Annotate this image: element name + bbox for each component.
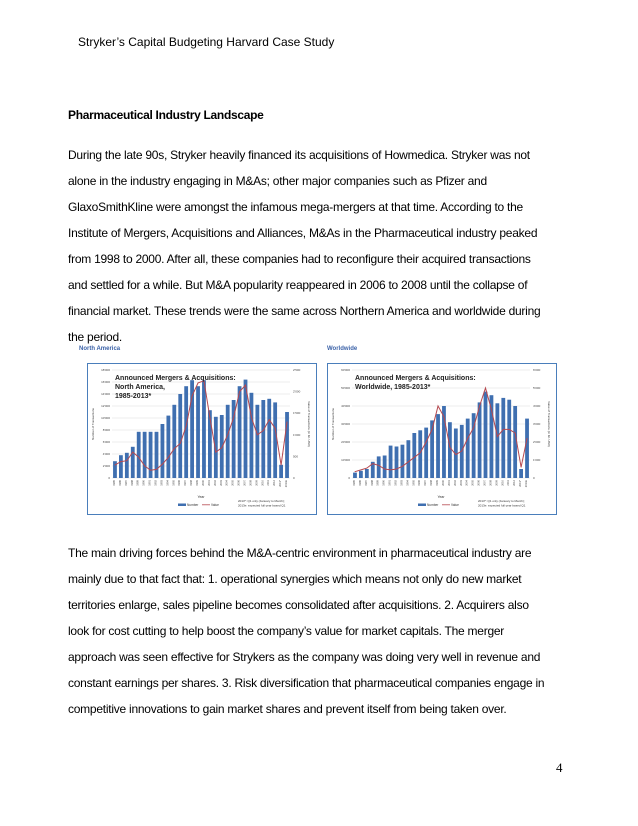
value-point — [515, 433, 516, 434]
value-point — [198, 383, 199, 384]
value-point — [402, 466, 403, 467]
x-tick-label: 2002 — [213, 480, 217, 486]
y-tick-label: 2'000 — [102, 464, 110, 468]
y-tick-label: 20'000 — [341, 440, 350, 444]
text-line: The main driving forces behind the M&A-centric environment in pharmaceutical industry are — [68, 546, 532, 560]
x-tick-label: 1985 — [112, 480, 116, 486]
y-tick-label: 40'000 — [341, 404, 350, 408]
value-point — [144, 466, 145, 467]
value-point — [420, 452, 421, 453]
x-tick-label: 2002 — [453, 480, 457, 486]
value-point — [275, 428, 276, 429]
value-point — [450, 447, 451, 448]
text-line: During the late 90s, Stryker heavily financed its acquisitions of Howmedica. Stryker was not — [68, 148, 530, 162]
text-line: Institute of Mergers, Acquisitions and Alliances, M&As in the Pharmaceutical industry peaked — [68, 226, 538, 240]
bar — [238, 386, 242, 478]
value-point — [174, 448, 175, 449]
y-tick-label: 6'000 — [102, 440, 110, 444]
x-tick-label: 2005 — [471, 480, 475, 486]
chart-note: 2013e: expected full year based Q1 — [478, 503, 526, 508]
value-point — [384, 469, 385, 470]
x-tick-label: 1991 — [148, 480, 152, 486]
text-line: territories enlarge, sales pipeline becomes consolidated after acquisitions. 2. Acquirers also — [68, 598, 529, 612]
y2-axis-label: Value of Transactions (in bil. USD) — [547, 401, 551, 447]
y2-axis-label: Value of Transactions (in bil. USD) — [307, 401, 311, 447]
x-tick-label: 1988 — [370, 480, 374, 486]
bar — [365, 469, 369, 478]
legend-label: Number — [187, 503, 199, 507]
value-point — [227, 434, 228, 435]
value-point — [378, 465, 379, 466]
bar — [155, 432, 159, 478]
bar — [143, 432, 147, 478]
y-tick-label: 8'000 — [102, 428, 110, 432]
running-header: Stryker’s Capital Budgeting Harvard Case Study — [78, 35, 335, 49]
legend-label: Value — [211, 503, 219, 507]
x-tick-label: 1995 — [412, 480, 416, 486]
bar — [250, 393, 254, 478]
value-point — [396, 469, 397, 470]
chart-title: 1985-2013* — [115, 393, 152, 400]
x-tick-label: 1994 — [406, 480, 410, 486]
bar — [273, 402, 277, 478]
bar — [377, 456, 381, 478]
y-tick-label: 14'000 — [101, 392, 110, 396]
y-tick-label: 0 — [348, 476, 350, 480]
bar — [261, 400, 265, 478]
text-line: and settled for a while. But M&A popularity reappeared in 2006 to 2008 until the collapse of — [68, 278, 528, 292]
value-point — [210, 417, 211, 418]
value-point — [126, 460, 127, 461]
y-tick-label: 30'000 — [341, 422, 350, 426]
bar — [279, 465, 283, 478]
y2-tick-label: 2'000 — [533, 440, 541, 444]
text-line: constant earnings per shares. 3. Risk diversification that pharmaceutical companies engage in — [68, 676, 545, 690]
x-tick-label: 1990 — [142, 480, 146, 486]
bar — [226, 405, 230, 478]
chart-caption-north-america: North America — [79, 346, 121, 352]
value-point — [361, 470, 362, 471]
chart-note: 2013*: Q1 only (January to March); — [478, 499, 525, 503]
y2-tick-label: 0 — [533, 476, 535, 480]
y-tick-label: 60'000 — [341, 368, 350, 372]
paragraph-2 — [68, 540, 544, 722]
value-point — [239, 391, 240, 392]
x-tick-label: 1991 — [388, 480, 392, 486]
x-tick-label: 2003 — [459, 480, 463, 486]
value-point — [251, 417, 252, 418]
x-tick-label: 2008 — [249, 480, 253, 486]
bar — [137, 432, 141, 478]
bar — [166, 416, 170, 478]
bar — [184, 386, 188, 478]
y2-tick-label: 2'500 — [293, 368, 301, 372]
bar — [490, 395, 494, 478]
value-point — [287, 421, 288, 422]
x-tick-label: 1998 — [190, 480, 194, 486]
x-tick-label: 1992 — [394, 480, 398, 486]
x-tick-label: 2000 — [441, 480, 445, 486]
x-tick-label: 2006 — [237, 480, 241, 486]
bar — [149, 432, 153, 478]
x-tick-label: 2000 — [201, 480, 205, 486]
value-point — [390, 470, 391, 471]
bar — [501, 398, 505, 478]
value-point — [186, 426, 187, 427]
bar — [466, 419, 470, 478]
x-tick-label: 1988 — [130, 480, 134, 486]
value-point — [509, 429, 510, 430]
page-number: 4 — [556, 760, 563, 775]
bar — [401, 445, 405, 478]
bar — [196, 386, 200, 478]
y2-tick-label: 1'000 — [533, 458, 541, 462]
y-tick-label: 16'000 — [101, 380, 110, 384]
x-axis-label: Year — [437, 495, 445, 499]
x-tick-label: 2011 — [507, 480, 511, 486]
x-tick-label: 2006 — [477, 480, 481, 486]
text-line: alone in the industry engaging in M&As; other major companies such as Pfizer and — [68, 174, 487, 188]
bar — [424, 428, 428, 478]
legend-swatch-number — [418, 504, 426, 507]
x-axis-label: Year — [197, 495, 205, 499]
value-point — [426, 442, 427, 443]
value-point — [233, 417, 234, 418]
x-tick-label: 2001 — [207, 480, 211, 486]
legend-label: Number — [427, 503, 439, 507]
y-tick-label: 4'000 — [102, 452, 110, 456]
value-point — [121, 461, 122, 462]
text-line: from 1998 to 2000. After all, these companies had to reconfigure their acquired transactions — [68, 252, 531, 266]
value-point — [180, 443, 181, 444]
value-point — [444, 416, 445, 417]
text-line: GlaxoSmithKline were amongst the infamous mega-mergers at that time. According to the — [68, 200, 523, 214]
value-point — [138, 457, 139, 458]
bar — [359, 471, 363, 478]
bar — [119, 455, 123, 478]
value-point — [263, 430, 264, 431]
x-tick-label: 2007 — [243, 480, 247, 486]
x-tick-label: 1996 — [178, 480, 182, 486]
chart-worldwide — [327, 363, 557, 515]
legend-swatch-number — [178, 504, 186, 507]
y-tick-label: 10'000 — [101, 416, 110, 420]
y2-tick-label: 500 — [293, 454, 299, 459]
x-tick-label: 2011 — [267, 480, 271, 486]
bar — [172, 405, 176, 478]
y2-tick-label: 0 — [293, 476, 295, 480]
text-line: competitive innovations to gain market shares and prevent itself from being taken over. — [68, 702, 507, 716]
y-tick-label: 12'000 — [101, 404, 110, 408]
y2-tick-label: 2'000 — [293, 389, 301, 394]
y2-tick-label: 1'000 — [293, 432, 301, 437]
bar — [125, 453, 129, 478]
y2-tick-label: 4'000 — [533, 404, 541, 408]
chart-title: Announced Mergers & Acquisitions: — [355, 375, 476, 382]
value-point — [438, 406, 439, 407]
bar — [478, 402, 482, 478]
value-line — [355, 388, 527, 472]
chart-north-america — [87, 363, 317, 515]
x-tick-label: 1993 — [160, 480, 164, 486]
x-tick-label: 1999 — [196, 480, 200, 486]
bar — [267, 399, 271, 478]
x-tick-label: 1998 — [430, 480, 434, 486]
x-tick-label: 2009 — [255, 480, 259, 486]
y-tick-label: 18'000 — [101, 368, 110, 372]
x-tick-label: 2009 — [495, 480, 499, 486]
x-tick-label: 2013* — [519, 480, 523, 487]
bar — [389, 446, 393, 478]
bar — [448, 422, 452, 478]
value-point — [503, 429, 504, 430]
bar — [525, 419, 529, 478]
x-tick-label: 2008 — [489, 480, 493, 486]
y-axis-label: Number of Transactions — [91, 408, 95, 440]
value-point — [432, 429, 433, 430]
x-tick-label: 2007 — [483, 480, 487, 486]
bar — [383, 456, 387, 479]
x-tick-label: 1987 — [364, 480, 368, 486]
x-tick-label: 2012 — [513, 480, 517, 486]
value-point — [150, 470, 151, 471]
x-tick-label: 2003 — [219, 480, 223, 486]
y-tick-label: 10'000 — [341, 458, 350, 462]
y-axis-label: Number of Transactions — [331, 408, 335, 440]
x-tick-label: 1995 — [172, 480, 176, 486]
chart-title: North America, — [115, 384, 165, 391]
text-line: look for cost cutting to help boost the company’s value for market capitals. The merger — [68, 624, 505, 638]
bar — [178, 394, 182, 478]
value-point — [408, 461, 409, 462]
x-tick-label: 2013* — [279, 480, 283, 487]
x-tick-label: 2013e — [285, 480, 289, 488]
bar — [214, 417, 218, 478]
x-tick-label: 2013e — [525, 480, 529, 488]
x-tick-label: 2001 — [447, 480, 451, 486]
chart-svg — [88, 364, 315, 513]
value-point — [269, 419, 270, 420]
text-line: approach was seen effective for Strykers as the company was doing very well in revenue and — [68, 650, 541, 664]
x-tick-label: 2004 — [225, 480, 229, 486]
value-point — [355, 471, 356, 472]
x-tick-label: 2010 — [501, 480, 505, 486]
x-tick-label: 1996 — [418, 480, 422, 486]
legend-label: Value — [451, 503, 459, 507]
value-point — [372, 463, 373, 464]
text-line: mainly due to that fact that: 1. operational synergies which means not only do new market — [68, 572, 522, 586]
bar — [353, 473, 357, 478]
x-tick-label: 1986 — [358, 480, 362, 486]
x-tick-label: 1987 — [124, 480, 128, 486]
chart-note: 2013e: expected full year based Q1 — [238, 503, 286, 508]
x-tick-label: 2012 — [273, 480, 277, 486]
x-tick-label: 1997 — [424, 480, 428, 486]
value-point — [485, 388, 486, 389]
chart-svg — [328, 364, 555, 513]
y-tick-label: 50'000 — [341, 386, 350, 390]
x-tick-label: 1993 — [400, 480, 404, 486]
bar — [495, 403, 499, 478]
bar — [507, 400, 511, 478]
bar — [161, 424, 165, 478]
value-point — [527, 438, 528, 439]
bar — [519, 469, 523, 478]
value-point — [221, 447, 222, 448]
value-point — [491, 409, 492, 410]
value-point — [162, 464, 163, 465]
value-point — [245, 385, 246, 386]
x-tick-label: 1989 — [136, 480, 140, 486]
value-point — [473, 427, 474, 428]
paragraph-1 — [68, 142, 540, 350]
bar — [220, 415, 224, 478]
x-tick-label: 1989 — [376, 480, 380, 486]
chart-caption-worldwide: Worldwide — [327, 346, 358, 352]
text-line: the period. — [68, 330, 122, 344]
value-point — [366, 468, 367, 469]
x-tick-label: 1990 — [382, 480, 386, 486]
x-tick-label: 1997 — [184, 480, 188, 486]
x-tick-label: 2004 — [465, 480, 469, 486]
x-tick-label: 1994 — [166, 480, 170, 486]
x-tick-label: 1992 — [154, 480, 158, 486]
value-point — [455, 454, 456, 455]
value-point — [479, 406, 480, 407]
value-point — [467, 438, 468, 439]
x-tick-label: 2010 — [261, 480, 265, 486]
chart-title: Announced Mergers & Acquisitions: — [115, 375, 236, 382]
value-point — [281, 465, 282, 466]
value-point — [115, 465, 116, 466]
bar — [255, 405, 259, 478]
x-tick-label: 1985 — [352, 480, 356, 486]
chart-note: 2013*: Q1 only (January to March); — [238, 499, 285, 503]
x-tick-label: 1999 — [436, 480, 440, 486]
value-point — [257, 434, 258, 435]
value-point — [132, 452, 133, 453]
bar — [436, 414, 440, 478]
value-point — [192, 396, 193, 397]
chart-title: Worldwide, 1985-2013* — [355, 384, 431, 391]
value-point — [521, 467, 522, 468]
x-tick-label: 2005 — [231, 480, 235, 486]
value-point — [215, 452, 216, 453]
y2-tick-label: 1'500 — [293, 411, 301, 416]
value-point — [156, 469, 157, 470]
bar — [202, 380, 206, 478]
value-point — [168, 457, 169, 458]
value-point — [497, 436, 498, 437]
y-tick-label: 0 — [108, 476, 110, 480]
bar — [395, 447, 399, 479]
y2-tick-label: 3'000 — [533, 422, 541, 426]
bar — [406, 440, 410, 478]
section-heading: Pharmaceutical Industry Landscape — [68, 108, 264, 122]
value-point — [414, 457, 415, 458]
bar — [484, 392, 488, 478]
text-line: financial market. These trends were the same across Northern America and worldwide during — [68, 304, 541, 318]
y2-tick-label: 5'000 — [533, 386, 541, 390]
y2-tick-label: 6'000 — [533, 368, 541, 372]
value-point — [461, 451, 462, 452]
x-tick-label: 1986 — [118, 480, 122, 486]
bar — [412, 433, 416, 478]
